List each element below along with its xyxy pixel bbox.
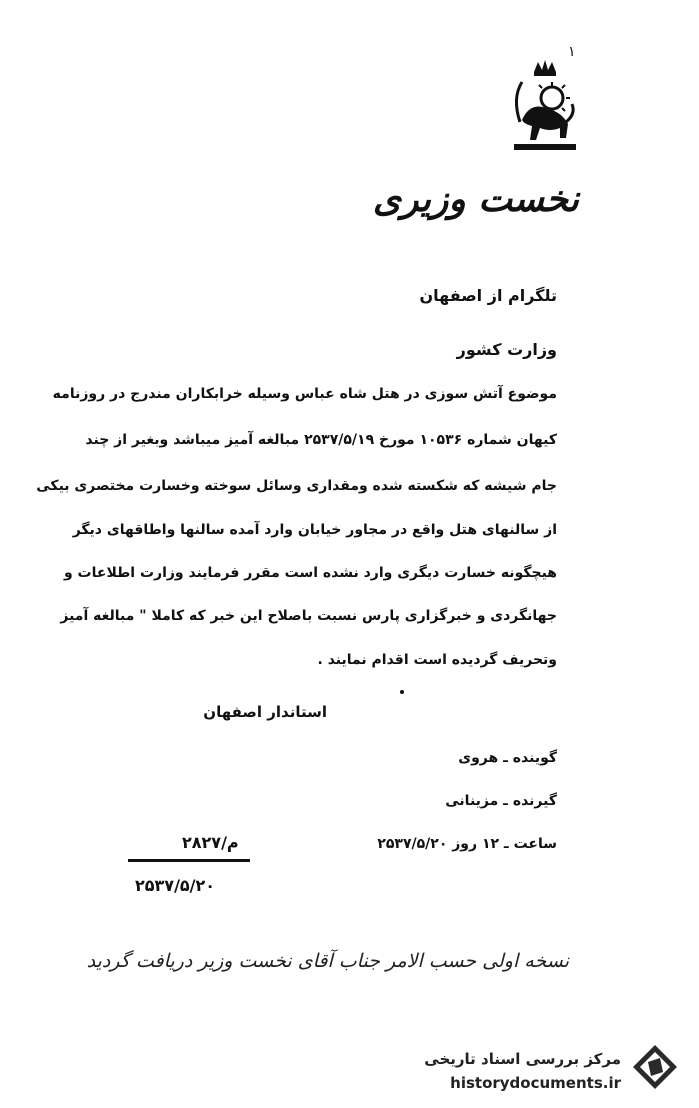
ink-dot — [400, 690, 404, 694]
page-number: ۱ — [568, 44, 576, 60]
reference-divider — [128, 859, 250, 862]
watermark-url: historydocuments.ir — [450, 1074, 621, 1092]
body-line: هیچگونه خسارت دیگری وارد نشده است مقرر فرمایند وزارت اطلاعات و — [63, 565, 557, 581]
body-line: جهانگردی و خبرگزاری پارس نسبت باصلاح این خبر که کاملا " مبالغه آمیز — [60, 608, 557, 624]
reference-number: ۲۸۲۷/م — [182, 833, 239, 852]
handwritten-note: نسخه اولی حسب الامر جناب آقای نخست وزیر دریافت گردید — [86, 950, 569, 972]
telegram-title: تلگرام از اصفهان — [419, 286, 557, 305]
addressee: وزارت کشور — [456, 340, 557, 359]
body-line: موضوع آتش سوزی در هتل شاه عباس وسیله خرابکاران مندرج در روزنامه — [52, 386, 557, 402]
archive-logo-icon — [630, 1042, 680, 1092]
body-line: جام شیشه که شکسته شده ومقداری وسائل سوخته وخسارت مختصری بیکی — [36, 478, 557, 494]
speaker-line: گوینده ـ هروی — [458, 750, 557, 766]
body-line: کیهان شماره ۱۰۵۳۶ مورخ ۲۵۳۷/۵/۱۹ مبالغه آمیز میباشد وبغیر از چند — [85, 432, 557, 448]
watermark-title: مرکز بررسی اسناد تاریخی — [424, 1050, 621, 1068]
sender-signature: استاندار اصفهان — [203, 703, 327, 721]
receiver-line: گیرنده ـ مزینانی — [445, 793, 557, 809]
reference-date: ۲۵۳۷/۵/۲۰ — [135, 876, 216, 895]
letterhead-title: نخست وزیری — [372, 178, 579, 220]
body-line: وتحریف گردیده است اقدام نمایند . — [317, 652, 557, 668]
lion-and-sun-emblem-icon — [510, 58, 580, 158]
time-date-line: ساعت ـ ۱۲ روز ۲۵۳۷/۵/۲۰ — [377, 836, 557, 852]
body-line: از سالنهای هتل واقع در مجاور خیابان وارد آمده سالنها واطاقهای دیگر — [72, 522, 557, 538]
